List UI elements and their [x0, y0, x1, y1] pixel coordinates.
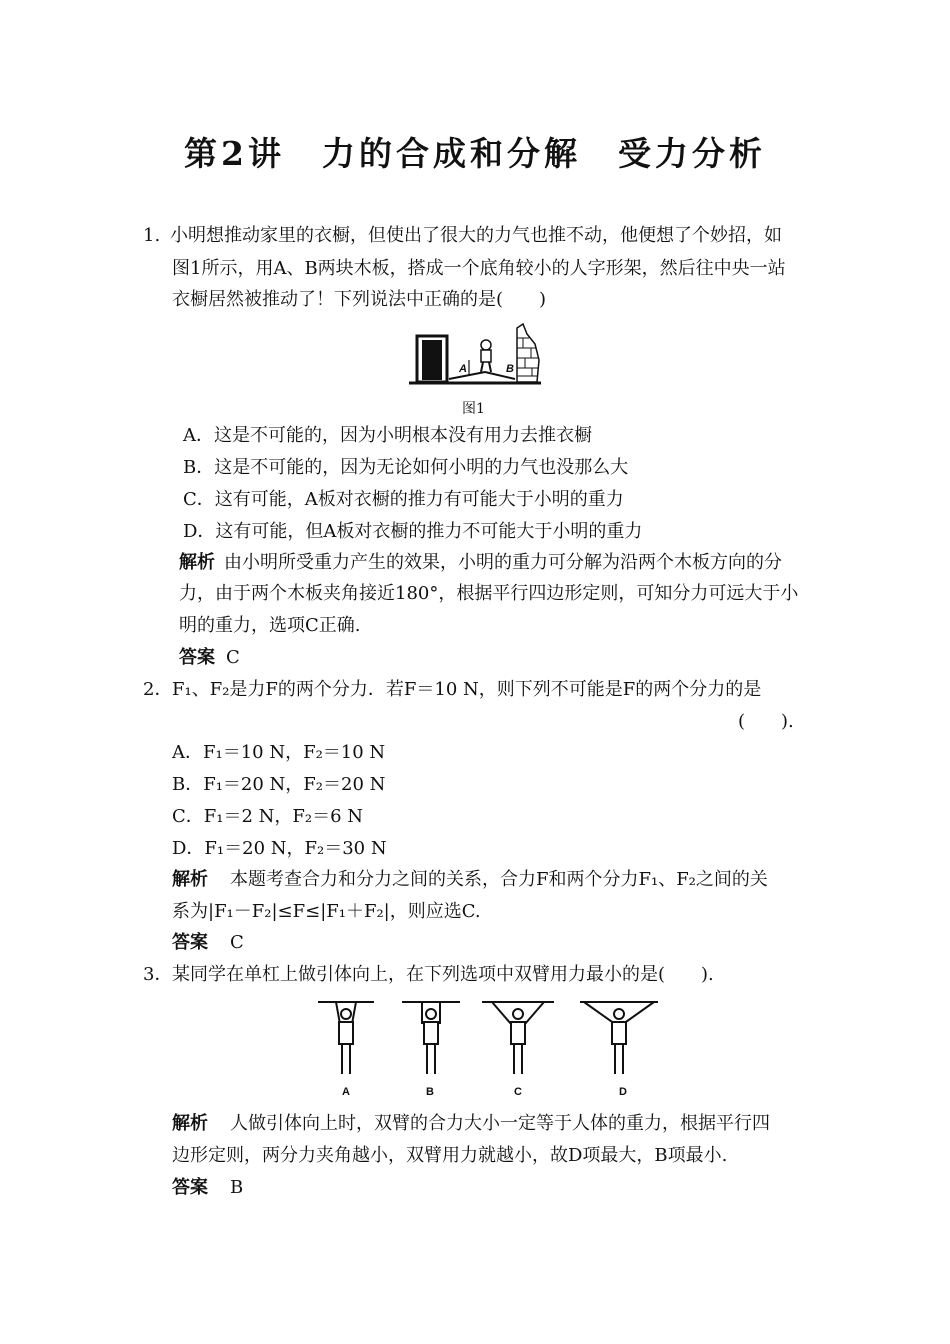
- q3-analysis-line-1: 人做引体向上时，双臂的合力大小一定等于人体的重力，根据平行四: [230, 1113, 770, 1134]
- figure-1-wardrobe-diagram: [405, 320, 545, 388]
- pullup-label-a: A: [342, 1086, 350, 1098]
- q1-analysis-line-3: 明的重力，选项C正确.: [179, 615, 361, 636]
- q1-number: 1.: [143, 225, 161, 246]
- q1-stem-line-3: 衣橱居然被推动了！下列说法中正确的是( ): [172, 289, 547, 310]
- q3-answer: B: [230, 1177, 244, 1198]
- figure-pullup-options: [318, 996, 658, 1086]
- pullup-label-c: C: [514, 1086, 522, 1098]
- q2-analysis-line-1: 本题考查合力和分力之间的关系，合力F和两个分力F₁、F₂之间的关: [230, 869, 768, 890]
- q1-stem-line-2: 图1所示，用A、B两块木板，搭成一个底角较小的人字形架，然后往中央一站: [172, 258, 786, 279]
- pullup-label-b: B: [426, 1086, 434, 1098]
- q1-option-b: B．这是不可能的，因为无论如何小明的力气也没那么大: [183, 457, 629, 478]
- figure-1-label-a: A: [459, 363, 467, 375]
- q1-answer: C: [226, 647, 240, 668]
- q2-answer: C: [230, 932, 244, 953]
- q1-analysis-label: 解析: [179, 552, 215, 573]
- q2-analysis-line-2: 系为|F₁－F₂|≤F≤|F₁＋F₂|，则应选C.: [172, 901, 481, 922]
- q2-option-d: D．F₁＝20 N，F₂＝30 N: [172, 838, 387, 859]
- figure-1-label-b: B: [506, 363, 514, 375]
- q2-number: 2．: [143, 679, 173, 700]
- q2-analysis-label: 解析: [172, 869, 208, 890]
- q1-option-d: D．这有可能，但A板对衣橱的推力不可能大于小明的重力: [183, 521, 643, 542]
- q1-analysis-line-2: 力，由于两个木板夹角接近180°，根据平行四边形定则，可知分力可远大于小: [179, 583, 799, 604]
- q3-number: 3．: [143, 964, 173, 985]
- q1-option-a: A．这是不可能的，因为小明根本没有用力去推衣橱: [183, 425, 592, 446]
- q3-analysis-label: 解析: [172, 1113, 208, 1134]
- q3-answer-label: 答案: [172, 1177, 208, 1198]
- q3-analysis-line-2: 边形定则，两分力夹角越小，双臂用力就越小，故D项最大，B项最小.: [172, 1145, 728, 1166]
- q1-analysis-line-1: 由小明所受重力产生的效果，小明的重力可分解为沿两个木板方向的分: [224, 552, 782, 573]
- q2-answer-bracket: ( ).: [738, 711, 794, 732]
- q2-stem: F₁、F₂是力F的两个分力．若F＝10 N，则下列不可能是F的两个分力的是: [172, 679, 762, 700]
- q1-answer-label: 答案: [179, 647, 215, 668]
- pullup-label-d: D: [619, 1086, 627, 1098]
- q2-option-c: C．F₁＝2 N，F₂＝6 N: [172, 806, 364, 827]
- figure-1-caption: 图1: [462, 401, 485, 417]
- q2-answer-label: 答案: [172, 932, 208, 953]
- q1-option-c: C．这有可能，A板对衣橱的推力有可能大于小明的重力: [183, 489, 624, 510]
- q2-option-a: A．F₁＝10 N，F₂＝10 N: [172, 742, 386, 763]
- page-title: 第2讲 力的合成和分解 受力分析: [184, 134, 766, 173]
- q2-option-b: B．F₁＝20 N，F₂＝20 N: [172, 774, 386, 795]
- q3-stem: 某同学在单杠上做引体向上，在下列选项中双臂用力最小的是( ).: [172, 964, 714, 985]
- q1-stem-line-1: 小明想推动家里的衣橱，但使出了很大的力气也推不动，他便想了个妙招，如: [170, 225, 782, 246]
